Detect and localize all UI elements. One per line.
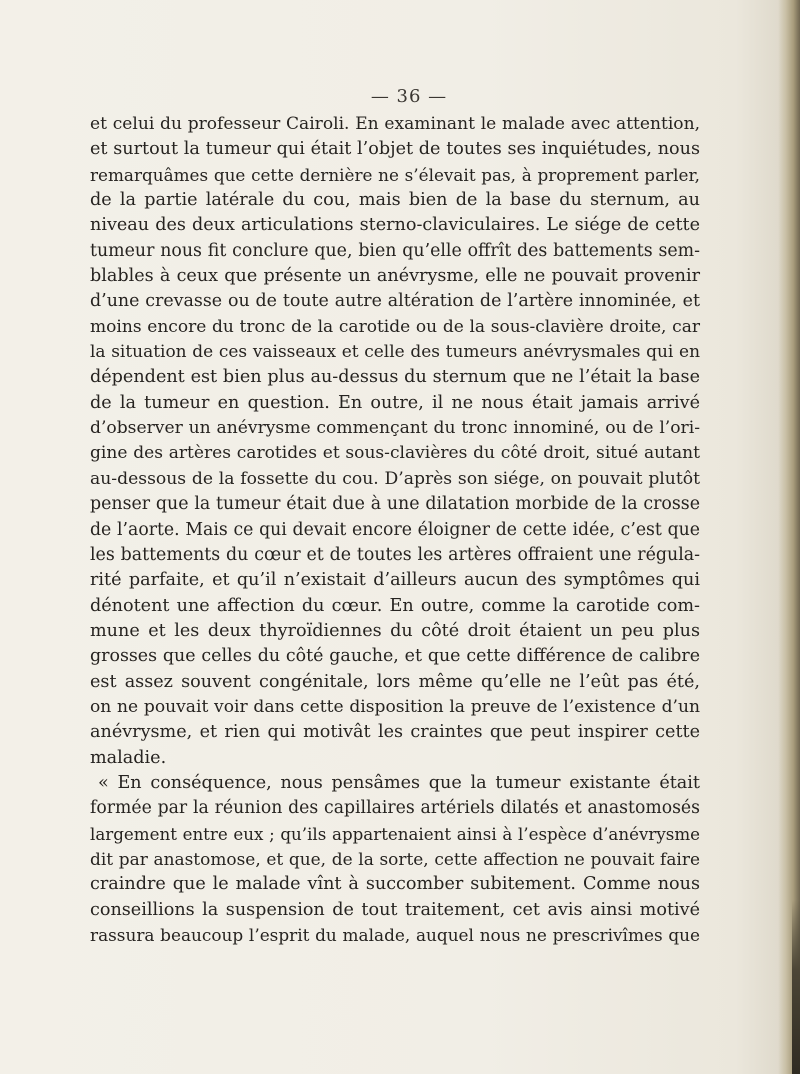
text-line: conseillions la suspension de tout traitement, cet avis ainsi motivé bbox=[90, 899, 700, 920]
text-line: rité parfaite, et qu’il n’existait d’ailleurs aucun des symptômes qui bbox=[90, 570, 700, 591]
text-line: de la tumeur en question. En outre, il ne nous était jamais arrivé bbox=[90, 392, 700, 413]
text-line: rassura beaucoup l’esprit du malade, auquel nous ne prescrivîmes que bbox=[90, 925, 700, 945]
text-line: dit par anastomose, et que, de la sorte, cette affection ne pouvait faire bbox=[90, 848, 700, 869]
text-line: remarquâmes que cette dernière ne s’élevait pas, à proprement parler, bbox=[90, 164, 700, 185]
text-line: d’une crevasse ou de toute autre altération de l’artère innominée, et bbox=[90, 291, 700, 312]
text-line: penser que la tumeur était due à une dilatation morbide de la crosse bbox=[90, 494, 700, 515]
text-line: niveau des deux articulations sterno-claviculaires. Le siége de cette bbox=[90, 215, 700, 236]
page-edge-binding bbox=[792, 900, 800, 1074]
text-line: au-dessous de la fossette du cou. D’après son siége, on pouvait plutôt bbox=[90, 468, 700, 489]
text-line: dénotent une affection du cœur. En outre, comme la carotide com- bbox=[90, 595, 700, 616]
text-line: anévrysme, et rien qui motivât les craintes que peut inspirer cette bbox=[90, 722, 700, 743]
text-line: de la partie latérale du cou, mais bien de la base du sternum, au bbox=[90, 190, 700, 211]
text-line: d’observer un anévrysme commençant du tronc innominé, ou de l’ori- bbox=[90, 418, 700, 439]
text-line: les battements du cœur et de toutes les artères offraient une régula- bbox=[90, 544, 700, 565]
paragraph-end-line: maladie. bbox=[90, 747, 167, 768]
paragraph-start-line: « En conséquence, nous pensâmes que la tumeur existante était bbox=[98, 772, 700, 793]
text-line: formée par la réunion des capillaires artériels dilatés et anastomosés bbox=[90, 798, 700, 819]
text-line: grosses que celles du côté gauche, et que cette différence de calibre bbox=[90, 646, 700, 667]
text-line: la situation de ces vaisseaux et celle des tumeurs anévrysmales qui en bbox=[90, 342, 700, 363]
text-line: est assez souvent congénitale, lors même qu’elle ne l’eût pas été, bbox=[90, 671, 700, 692]
text-line: de l’aorte. Mais ce qui devait encore éloigner de cette idée, c’est que bbox=[90, 519, 700, 540]
text-line: moins encore du tronc de la carotide ou de la sous-clavière droite, car bbox=[90, 316, 700, 337]
text-line: mune et les deux thyroïdiennes du côté droit étaient un peu plus bbox=[90, 620, 700, 641]
page-number bbox=[0, 86, 800, 107]
text-line: largement entre eux ; qu’ils appartenaient ainsi à l’espèce d’anévrysme bbox=[90, 824, 700, 844]
text-line: blables à ceux que présente un anévrysme, elle ne pouvait provenir bbox=[90, 266, 700, 287]
text-line: tumeur nous fit conclure que, bien qu’elle offrît des battements sem- bbox=[90, 240, 700, 261]
body-text bbox=[90, 112, 700, 948]
text-line: on ne pouvait voir dans cette disposition la preuve de l’existence d’un bbox=[90, 696, 700, 717]
page-number-text: — 36 — bbox=[370, 86, 448, 107]
text-line: gine des artères carotides et sous-clavières du côté droit, situé autant bbox=[90, 443, 700, 464]
text-line: dépendent est bien plus au-dessus du sternum que ne l’était la base bbox=[90, 367, 700, 388]
text-line: et surtout la tumeur qui était l’objet de toutes ses inquiétudes, nous bbox=[90, 139, 700, 160]
text-line: craindre que le malade vînt à succomber subitement. Comme nous bbox=[90, 874, 700, 895]
text-line: et celui du professeur Cairoli. En examinant le malade avec attention, bbox=[90, 114, 700, 134]
